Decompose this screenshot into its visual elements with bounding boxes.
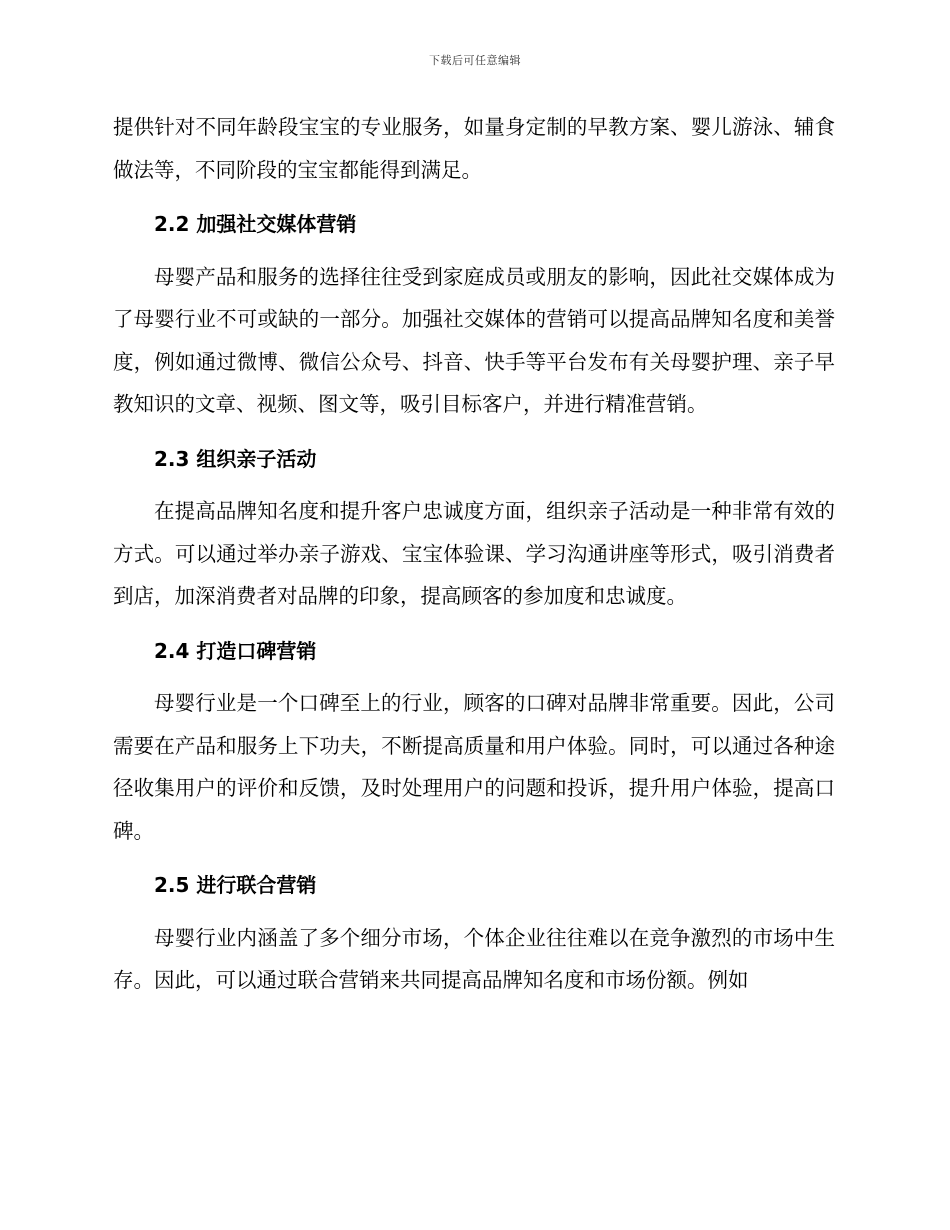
- heading-2-5: 2.5 进行联合营销: [154, 873, 317, 897]
- heading-2-3: 2.3 组织亲子活动: [154, 446, 317, 471]
- paragraph-2-4: 母婴行业是一个口碑至上的行业，顾客的口碑对品牌非常重要。因此，公司需要在产品和服务上下功夫，不断提高质量和用户体验。同时，可以通过各种途径收集用户的评价和反馈，及时处理用户的问题和投诉，提升用户体验，提高口碑。: [113, 691, 835, 843]
- page-header: 下载后可任意编辑: [429, 54, 521, 67]
- heading-2-2: 2.2 加强社交媒体营销: [154, 212, 357, 236]
- heading-2-4: 2.4 打造口碑营销: [154, 638, 317, 663]
- document-body: [113, 106, 835, 1002]
- paragraph-2-3: 在提高品牌知名度和提升客户忠诚度方面，组织亲子活动是一种非常有效的方式。可以通过举办亲子游戏、宝宝体验课、学习沟通讲座等形式，吸引消费者到店，加深消费者对品牌的印象，提高顾客的参加度和忠诚度。: [113, 499, 835, 608]
- paragraph-2-2: 母婴产品和服务的选择往往受到家庭成员或朋友的影响，因此社交媒体成为了母婴行业不可或缺的一部分。加强社交媒体的营销可以提高品牌知名度和美誉度，例如通过微博、微信公众号、抖音、快手等平台发布有关母婴护理、亲子早教知识的文章、视频、图文等，吸引目标客户，并进行精准营销。: [113, 264, 835, 416]
- paragraph-continuation: 提供针对不同年龄段宝宝的专业服务，如量身定制的早教方案、婴儿游泳、辅食做法等，不同阶段的宝宝都能得到满足。: [113, 115, 835, 182]
- paragraph-2-5: 母婴行业内涵盖了多个细分市场，个体企业往往难以在竞争激烈的市场中生存。因此，可以通过联合营销来共同提高品牌知名度和市场份额。例如: [113, 925, 835, 992]
